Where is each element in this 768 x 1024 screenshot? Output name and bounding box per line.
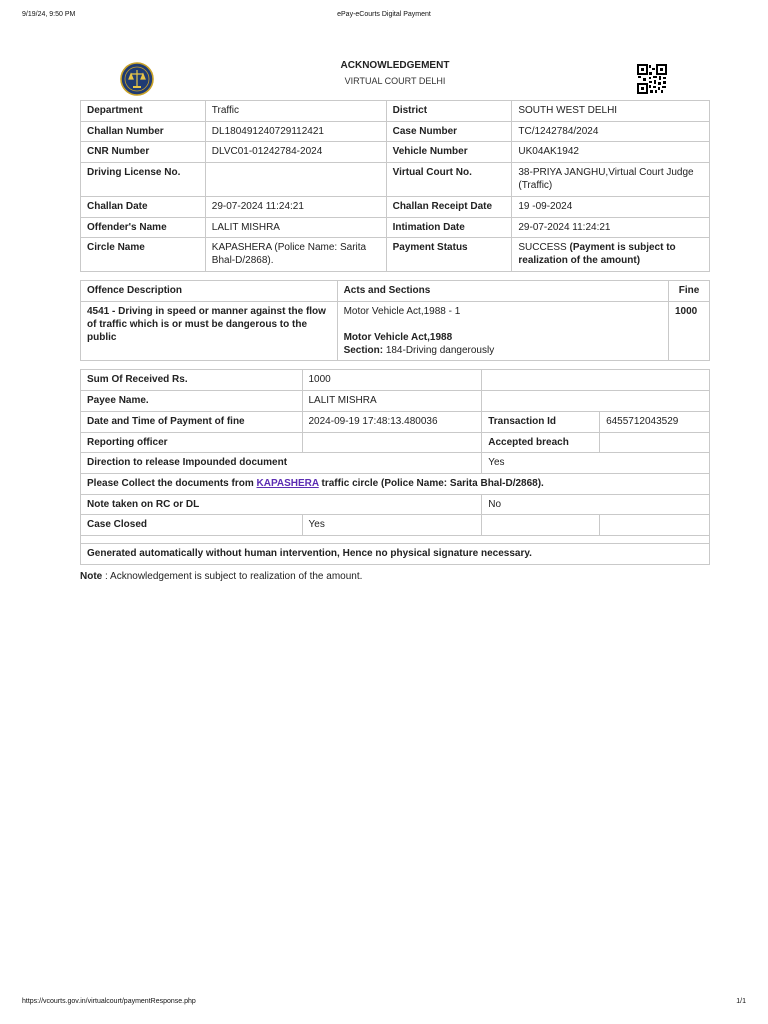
table-row — [81, 142, 710, 163]
print-title: ePay-eCourts Digital Payment — [337, 11, 431, 18]
collect-prefix: Please Collect the documents from — [87, 477, 254, 489]
table-row — [81, 197, 710, 218]
qr-code-icon — [637, 64, 667, 94]
table-header-row — [81, 281, 710, 302]
section-value: 184-Driving dangerously — [385, 345, 495, 357]
sum-received-label: Sum Of Received Rs. — [81, 370, 303, 391]
offender-name-label: Offender's Name — [81, 217, 206, 238]
intimation-date-label: Intimation Date — [386, 217, 512, 238]
challan-details-table — [80, 100, 710, 272]
table-row — [81, 391, 710, 412]
circle-name-label: Circle Name — [81, 238, 206, 272]
note-rc-dl-value: No — [482, 494, 710, 515]
fine-value: 1000 — [669, 302, 710, 361]
act-line: Motor Vehicle Act,1988 - 1 — [343, 306, 461, 318]
table-row — [81, 217, 710, 238]
table-row — [81, 515, 710, 536]
vehicle-number-label: Vehicle Number — [386, 142, 512, 163]
driving-license-label: Driving License No. — [81, 163, 206, 197]
offence-description-header: Offence Description — [81, 281, 338, 302]
table-row — [81, 453, 710, 474]
case-closed-value: Yes — [302, 515, 482, 536]
payment-status-value: SUCCESS — [518, 242, 567, 254]
offence-description-value: 4541 - Driving in speed or manner against the flow of traffic which is or must be dangerous to the public — [81, 302, 338, 361]
payee-name-label: Payee Name. — [81, 391, 303, 412]
payment-datetime-label: Date and Time of Payment of fine — [81, 411, 303, 432]
empty-cell — [482, 391, 710, 412]
impounded-document-label: Direction to release Impounded document — [81, 453, 482, 474]
print-page-number: 1/1 — [736, 998, 746, 1005]
empty-cell — [482, 370, 710, 391]
challan-number-value: DL180491240729112421 — [205, 121, 386, 142]
transaction-id-value: 6455712043529 — [600, 411, 710, 432]
table-row — [81, 163, 710, 197]
document-header — [80, 56, 710, 100]
table-row — [81, 473, 710, 494]
table-row — [81, 121, 710, 142]
print-date: 9/19/24, 9:50 PM — [22, 11, 76, 18]
spacer-row — [81, 535, 710, 543]
table-row — [81, 101, 710, 122]
acts-sections-header: Acts and Sections — [337, 281, 668, 302]
print-header — [22, 11, 746, 23]
payment-status-note: (Payment is subject to realization of the amount) — [518, 242, 676, 267]
print-footer — [22, 998, 746, 1010]
spacer-cell — [81, 535, 710, 543]
page-subtitle: VIRTUAL COURT DELHI — [344, 76, 446, 86]
empty-cell — [482, 515, 600, 536]
acknowledgement-document — [80, 56, 710, 582]
note-rc-dl-label: Note taken on RC or DL — [81, 494, 482, 515]
section-line — [344, 344, 662, 357]
challan-date-value: 29-07-2024 11:24:21 — [205, 197, 386, 218]
case-number-label: Case Number — [386, 121, 512, 142]
offence-table — [80, 280, 710, 361]
challan-date-label: Challan Date — [81, 197, 206, 218]
note-text: : Acknowledgement is subject to realization of the amount. — [105, 570, 363, 582]
section-label: Section: — [343, 345, 384, 357]
table-row — [81, 370, 710, 391]
virtual-court-value: 38-PRIYA JANGHU,Virtual Court Judge (Traffic) — [512, 163, 710, 197]
acts-sections-cell — [337, 302, 668, 361]
print-url: https://vcourts.gov.in/virtualcourt/paymentResponse.php — [22, 998, 196, 1005]
receipt-date-label: Challan Receipt Date — [386, 197, 512, 218]
circle-name-value: KAPASHERA (Police Name: Sarita Bhal-D/2868). — [205, 238, 386, 272]
table-row — [81, 238, 710, 272]
act-name: Motor Vehicle Act,1988 — [343, 332, 453, 344]
department-value: Traffic — [205, 101, 386, 122]
reporting-officer-label: Reporting officer — [81, 432, 303, 453]
offender-name-value: LALIT MISHRA — [205, 217, 386, 238]
collect-suffix: traffic circle (Police Name: Sarita Bhal-D/2868). — [321, 477, 544, 489]
table-row — [81, 543, 710, 564]
department-label: Department — [81, 101, 206, 122]
page-title: ACKNOWLEDGEMENT — [340, 60, 450, 71]
reporting-officer-value — [302, 432, 482, 453]
case-closed-label: Case Closed — [81, 515, 303, 536]
empty-cell — [600, 515, 710, 536]
challan-number-label: Challan Number — [81, 121, 206, 142]
table-row — [81, 494, 710, 515]
payment-status-cell — [512, 238, 710, 272]
table-row — [81, 432, 710, 453]
payee-name-value: LALIT MISHRA — [302, 391, 482, 412]
footnote — [80, 571, 710, 582]
vehicle-number-value: UK04AK1942 — [512, 142, 710, 163]
payment-status-label: Payment Status — [386, 238, 512, 272]
fine-header: Fine — [669, 281, 710, 302]
payment-datetime-value: 2024-09-19 17:48:13.480036 — [302, 411, 482, 432]
virtual-court-label: Virtual Court No. — [386, 163, 512, 197]
case-number-value: TC/1242784/2024 — [512, 121, 710, 142]
transaction-id-label: Transaction Id — [482, 411, 600, 432]
sum-received-value: 1000 — [302, 370, 482, 391]
driving-license-value — [205, 163, 386, 197]
impounded-document-value: Yes — [482, 453, 710, 474]
cnr-number-label: CNR Number — [81, 142, 206, 163]
accepted-breach-label: Accepted breach — [482, 432, 600, 453]
district-value: SOUTH WEST DELHI — [512, 101, 710, 122]
table-row — [81, 302, 710, 361]
generated-notice: Generated automatically without human intervention, Hence no physical signature necessary. — [81, 543, 710, 564]
table-row — [81, 411, 710, 432]
accepted-breach-value — [600, 432, 710, 453]
kapashera-link[interactable]: KAPASHERA — [256, 477, 319, 489]
district-label: District — [386, 101, 512, 122]
note-label: Note — [80, 570, 103, 582]
cnr-number-value: DLVC01-01242784-2024 — [205, 142, 386, 163]
receipt-date-value: 19 -09-2024 — [512, 197, 710, 218]
collect-documents-line — [81, 473, 710, 494]
payment-details-table — [80, 369, 710, 564]
intimation-date-value: 29-07-2024 11:24:21 — [512, 217, 710, 238]
